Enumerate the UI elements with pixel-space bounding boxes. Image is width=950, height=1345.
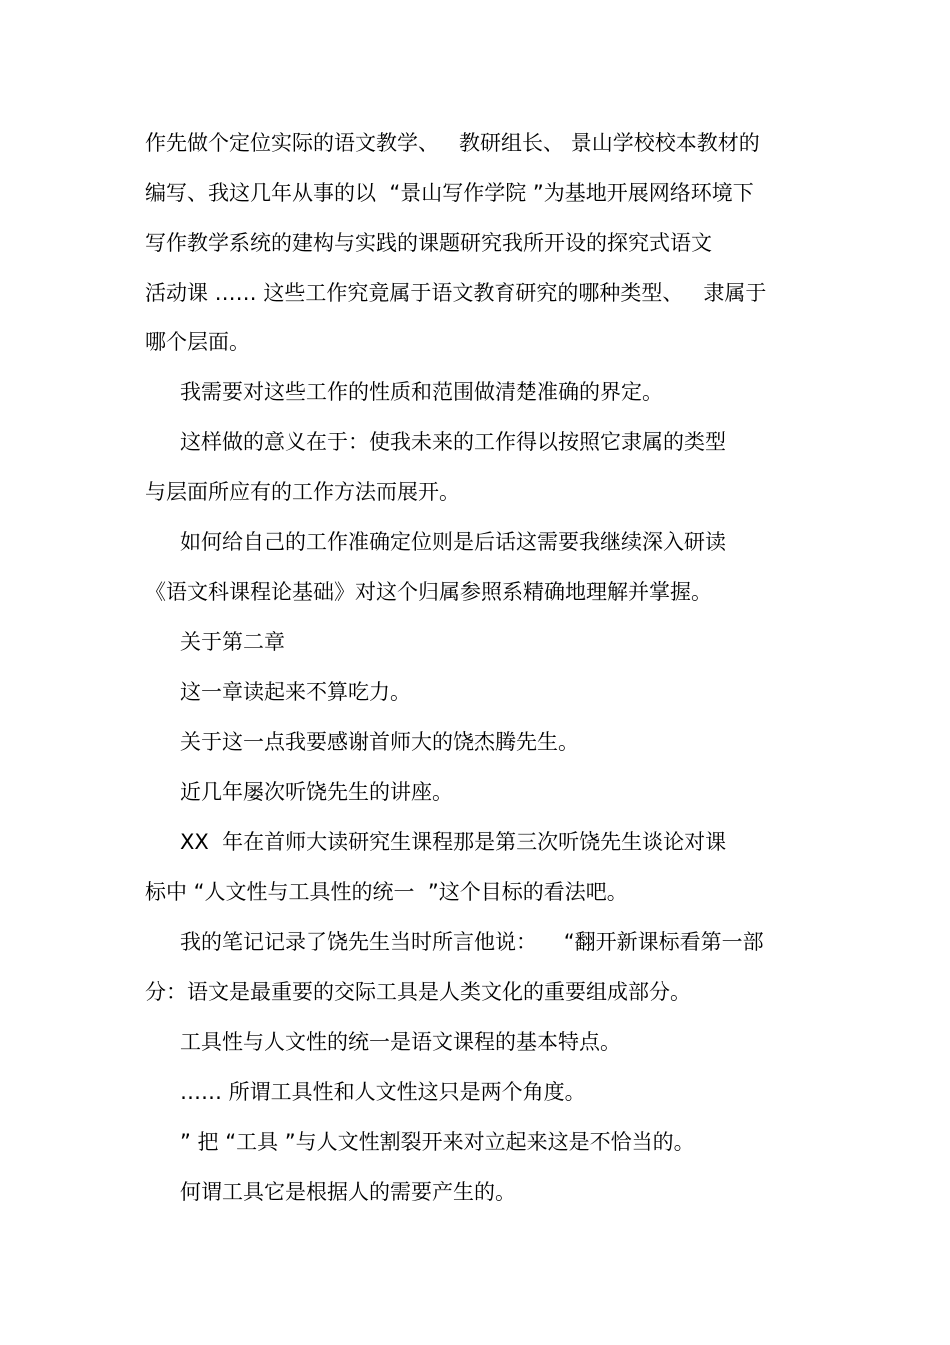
text-line: 作先做个定位实际的语文教学、 教研组长、 景山学校校本教材的: [145, 131, 760, 155]
text-line: ” 把 “工具 ”与人文性割裂开来对立起来这是不恰当的。: [180, 1130, 695, 1154]
text-line: 分：语文是最重要的交际工具是人类文化的重要组成部分。: [145, 980, 691, 1004]
text-line: 如何给自己的工作准确定位则是后话这需要我继续深入研读: [180, 530, 726, 554]
text-line: 写作教学系统的建构与实践的课题研究我所开设的探究式语文: [145, 231, 712, 255]
text-line: 我的笔记记录了饶先生当时所言他说： “翻开新课标看第一部: [180, 930, 764, 954]
text-line: 关于这一点我要感谢首师大的饶杰腾先生。: [180, 730, 579, 754]
text-line: …… 所谓工具性和人文性这只是两个角度。: [180, 1080, 586, 1104]
section-heading: 关于第二章: [180, 630, 285, 654]
text-line: 与层面所应有的工作方法而展开。: [145, 480, 460, 504]
text-line: XX 年在首师大读研究生课程那是第三次听饶先生谈论对课: [180, 830, 727, 854]
text-line: 编写、我这几年从事的以 “景山写作学院 ”为基地开展网络环境下: [145, 181, 754, 205]
text-line: 何谓工具它是根据人的需要产生的。: [180, 1180, 516, 1204]
text-line: 《语文科课程论基础》对这个归属参照系精确地理解并掌握。: [145, 580, 712, 604]
text-line: 标中 “人文性与工具性的统一 ”这个目标的看法吧。: [145, 880, 628, 904]
text-line: 这一章读起来不算吃力。: [180, 680, 411, 704]
text-line: 近几年屡次听饶先生的讲座。: [180, 780, 453, 804]
text-line: 工具性与人文性的统一是语文课程的基本特点。: [180, 1030, 621, 1054]
text-line: 哪个层面。: [145, 330, 250, 354]
text-line: 我需要对这些工作的性质和范围做清楚准确的界定。: [180, 380, 663, 404]
text-line: 活动课 …… 这些工作究竟属于语文教育研究的哪种类型、 隶属于: [145, 281, 767, 305]
text-line: 这样做的意义在于：使我未来的工作得以按照它隶属的类型: [180, 430, 726, 454]
